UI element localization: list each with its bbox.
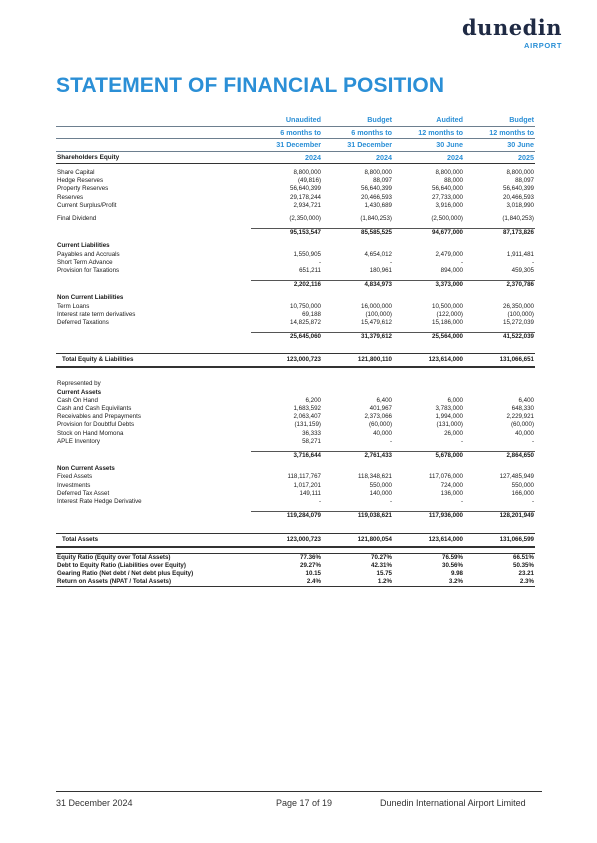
value-cell [322, 380, 393, 388]
value-cell [393, 294, 464, 302]
header-column-cell: 31 December [322, 139, 393, 152]
row-label: Total Assets [56, 533, 251, 547]
value-cell: 56,640,399 [290, 185, 321, 193]
value-cell: 128,201,949 [464, 512, 535, 521]
header-column-cell: 31 December [251, 139, 322, 152]
header-column-cell: 30 June [393, 139, 464, 152]
header-column-cell: 2024 [393, 151, 464, 164]
value-cell: 123,000,723 [251, 533, 322, 547]
value-cell: - [531, 258, 534, 266]
line-item-row [56, 397, 535, 405]
value-cell: 77.36% [251, 553, 322, 562]
ratio-row [56, 578, 535, 587]
value-cell: (131,000) [436, 421, 463, 429]
value-cell: 14,825,872 [290, 319, 321, 327]
value-cell: 1,430,689 [364, 201, 392, 209]
value-cell [251, 389, 322, 397]
value-cell [464, 389, 535, 397]
line-item-row [56, 380, 535, 388]
line-item-row [56, 185, 535, 193]
header-row [56, 139, 535, 152]
row-label: APLE Inventory [57, 437, 100, 445]
value-cell: (100,000) [365, 310, 392, 318]
value-cell: - [389, 498, 392, 506]
value-cell: 1.2% [322, 578, 393, 587]
line-item-row [56, 267, 535, 275]
value-cell: 85,585,525 [322, 229, 393, 238]
row-label: Equity Ratio (Equity over Total Assets) [56, 553, 251, 562]
header-label-cell: Shareholders Equity [56, 151, 251, 164]
value-cell: 648,330 [511, 405, 534, 413]
line-item-row [56, 251, 535, 259]
value-cell: 2,063,407 [293, 413, 321, 421]
value-cell: 1,994,000 [435, 413, 463, 421]
line-item-row [56, 215, 535, 223]
value-cell: 10,750,000 [290, 302, 321, 310]
subtotal-row [56, 281, 535, 290]
value-cell: 127,485,949 [499, 473, 534, 481]
value-cell: 121,800,054 [322, 533, 393, 547]
value-cell: 56,640,399 [361, 185, 392, 193]
ratio-row [56, 562, 535, 570]
line-item-row [56, 421, 535, 429]
value-cell: 26,000 [444, 429, 463, 437]
value-cell: 3,373,000 [393, 281, 464, 290]
row-label: Gearing Ratio (Net debt / Net debt plus Equity) [57, 569, 194, 577]
value-cell: 9.98 [450, 569, 463, 577]
header-row [56, 151, 535, 164]
header-row [56, 126, 535, 139]
ratio-row [56, 553, 535, 562]
value-cell: 4,654,012 [364, 250, 392, 258]
value-cell [251, 465, 322, 473]
line-item-row [56, 490, 535, 498]
value-cell: 8,800,000 [293, 169, 321, 176]
value-cell: 16,000,000 [361, 302, 392, 310]
value-cell: 15,186,000 [432, 319, 463, 327]
header-column-cell: 12 months to [464, 126, 535, 139]
value-cell: 131,066,651 [464, 354, 535, 368]
page-title: STATEMENT OF FINANCIAL POSITION [56, 74, 445, 97]
value-cell: 27,733,000 [432, 193, 463, 201]
value-cell: 3,916,000 [435, 201, 463, 209]
row-label: Cash On Hand [57, 396, 98, 404]
spacer-cell [56, 367, 535, 380]
subtotal-row [56, 452, 535, 461]
value-cell: 20,466,593 [503, 193, 534, 201]
value-cell: 118,117,767 [287, 473, 321, 481]
header-column-cell: 6 months to [251, 126, 322, 139]
value-cell: 894,000 [440, 267, 463, 275]
line-item-row [56, 311, 535, 319]
value-cell: 166,000 [511, 489, 534, 497]
logo-subtitle: AIRPORT [524, 41, 562, 50]
value-cell: 2,370,786 [464, 281, 535, 290]
row-label: Total Equity & Liabilities [56, 354, 251, 368]
row-label: Debt to Equity Ratio (Liabilities over Equity) [57, 561, 186, 569]
row-label [56, 512, 251, 521]
value-cell: 6,400 [518, 396, 534, 404]
row-label: Current Surplus/Profit [57, 201, 117, 209]
table-header [56, 114, 535, 164]
value-cell: 2,229,921 [506, 413, 534, 421]
value-cell: 117,076,000 [429, 473, 463, 481]
financial-position-table [56, 114, 535, 587]
line-item-row [56, 438, 535, 446]
value-cell: 8,800,000 [435, 169, 463, 176]
value-cell: 2,373,066 [364, 413, 392, 421]
value-cell [322, 242, 393, 250]
ratio-row [56, 570, 535, 578]
row-label: Deferred Tax Asset [57, 489, 110, 497]
value-cell: 3.2% [393, 578, 464, 587]
line-item-row [56, 430, 535, 438]
row-label: Return on Assets (NPAT / Total Assets) [56, 578, 251, 587]
value-cell [251, 380, 322, 388]
header-column-cell: 12 months to [393, 126, 464, 139]
value-cell: - [460, 498, 463, 506]
section-heading-row [56, 242, 535, 250]
value-cell: 40,000 [515, 429, 534, 437]
header-label-cell [56, 126, 251, 139]
spacer-cell [56, 521, 535, 534]
total-row [56, 533, 535, 547]
total-row [56, 354, 535, 368]
value-cell: 95,153,547 [251, 229, 322, 238]
value-cell: 58,271 [302, 437, 321, 445]
line-item-row [56, 473, 535, 481]
section-heading-row [56, 389, 535, 397]
value-cell: 123,614,000 [393, 354, 464, 368]
spacer-cell [56, 341, 535, 354]
value-cell: 2,934,721 [293, 201, 321, 209]
value-cell: 459,305 [511, 267, 534, 275]
value-cell: 550,000 [369, 481, 392, 489]
row-label: Property Reserves [57, 185, 109, 193]
value-cell: 29.27% [300, 561, 321, 569]
line-item-row [56, 482, 535, 490]
spacer-row [56, 367, 535, 380]
value-cell: 76.59% [393, 553, 464, 562]
value-cell: - [531, 498, 534, 506]
value-cell: - [318, 258, 321, 266]
value-cell: 15,479,612 [361, 319, 392, 327]
company-logo [462, 16, 562, 50]
value-cell: 5,678,000 [393, 452, 464, 461]
row-label: Cash and Cash Equivilants [57, 405, 132, 413]
value-cell: (49,816) [297, 177, 321, 185]
value-cell: - [460, 258, 463, 266]
line-item-row [56, 413, 535, 421]
row-label [56, 281, 251, 290]
value-cell: (122,000) [436, 310, 463, 318]
value-cell: 2.4% [251, 578, 322, 587]
value-cell: 123,614,000 [393, 533, 464, 547]
value-cell [251, 242, 322, 250]
value-cell: (1,840,253) [502, 215, 534, 223]
row-label [56, 229, 251, 238]
row-label: Receivables and Prepayments [57, 413, 141, 421]
value-cell: 15.75 [376, 569, 392, 577]
row-label: Provision for Doubtful Debts [57, 421, 135, 429]
value-cell: 87,173,826 [464, 229, 535, 238]
value-cell: 26,350,000 [503, 302, 534, 310]
line-item-row [56, 194, 535, 202]
value-cell: 118,348,621 [358, 473, 392, 481]
value-cell: 2,761,433 [322, 452, 393, 461]
row-label: Non Current Liabilities [57, 294, 124, 302]
header-label-cell [56, 114, 251, 126]
value-cell: 140,000 [369, 489, 392, 497]
value-cell: 136,000 [440, 489, 463, 497]
value-cell: 15,272,039 [503, 319, 534, 327]
value-cell: 23.21 [518, 569, 534, 577]
spacer-row [56, 341, 535, 354]
value-cell: 30.56% [442, 561, 463, 569]
value-cell: 29,178,244 [290, 193, 321, 201]
value-cell: 25,645,060 [251, 333, 322, 342]
row-label: Short Term Advance [57, 258, 113, 266]
header-column-cell: Budget [464, 114, 535, 126]
value-cell: (131,159) [294, 421, 321, 429]
footer-divider [56, 791, 542, 792]
value-cell [322, 389, 393, 397]
value-cell: 10.15 [305, 569, 321, 577]
value-cell: 651,211 [299, 267, 321, 275]
value-cell: 724,000 [440, 481, 463, 489]
value-cell: (2,350,000) [289, 215, 321, 223]
row-label: Stock on Hand Momona [57, 429, 124, 437]
row-label: Provision for Taxations [57, 267, 120, 275]
value-cell [464, 465, 535, 473]
value-cell: 2,202,116 [251, 281, 322, 290]
row-label: Interest rate term derivatives [57, 310, 136, 318]
value-cell: 123,000,723 [251, 354, 322, 368]
line-item-row [56, 303, 535, 311]
footer-date: 31 December 2024 [56, 798, 133, 808]
value-cell: 40,000 [373, 429, 392, 437]
value-cell: 70.27% [322, 553, 393, 562]
value-cell [251, 294, 322, 302]
line-item-row [56, 319, 535, 327]
value-cell: 119,284,079 [251, 512, 322, 521]
footer-page-number: Page 17 of 19 [276, 798, 333, 808]
value-cell: 3,716,644 [251, 452, 322, 461]
value-cell: 10,500,000 [432, 302, 463, 310]
value-cell: - [460, 437, 463, 445]
value-cell [393, 380, 464, 388]
value-cell: - [318, 498, 321, 506]
value-cell: 20,466,593 [361, 193, 392, 201]
value-cell: (60,000) [510, 421, 534, 429]
value-cell [464, 294, 535, 302]
value-cell: 6,400 [376, 396, 392, 404]
line-item-row [56, 177, 535, 185]
value-cell: 88,000 [444, 177, 463, 185]
value-cell [464, 380, 535, 388]
row-label: Hedge Reserves [57, 177, 104, 185]
value-cell: - [389, 258, 392, 266]
value-cell: 117,936,000 [393, 512, 464, 521]
value-cell: 1,550,905 [293, 250, 321, 258]
value-cell: 121,800,110 [322, 354, 393, 368]
line-item-row [56, 259, 535, 267]
value-cell: (1,840,253) [360, 215, 392, 223]
subtotal-row [56, 333, 535, 342]
header-column-cell: 30 June [464, 139, 535, 152]
value-cell [393, 389, 464, 397]
row-label: Term Loans [57, 302, 90, 310]
value-cell: 1,683,592 [293, 405, 321, 413]
value-cell [393, 465, 464, 473]
value-cell: 6,000 [447, 396, 463, 404]
value-cell: 2,479,000 [435, 250, 463, 258]
row-label: Interest Rate Hedge Derivative [57, 498, 142, 506]
value-cell: 66.51% [464, 553, 535, 562]
line-item-row [56, 498, 535, 506]
financial-statement [56, 114, 535, 587]
value-cell: - [531, 437, 534, 445]
value-cell: 3,783,000 [435, 405, 463, 413]
value-cell: 42.31% [371, 561, 392, 569]
row-label: Non Current Assets [57, 465, 115, 473]
section-heading-row [56, 465, 535, 473]
value-cell [322, 294, 393, 302]
row-label: Current Liabilities [57, 242, 110, 250]
row-label: Reserves [57, 193, 84, 201]
value-cell: (100,000) [507, 310, 534, 318]
row-label: Represented by [57, 380, 101, 388]
value-cell: 4,834,973 [322, 281, 393, 290]
row-label: Final Dividend [57, 215, 97, 223]
value-cell: 8,800,000 [506, 169, 534, 176]
value-cell [464, 242, 535, 250]
value-cell: 50.35% [513, 561, 534, 569]
header-column-cell: 2024 [322, 151, 393, 164]
value-cell: 2,864,650 [464, 452, 535, 461]
header-column-cell: 6 months to [322, 126, 393, 139]
value-cell: 550,000 [511, 481, 534, 489]
value-cell: 8,800,000 [364, 169, 392, 176]
value-cell: 2.3% [464, 578, 535, 587]
header-label-cell [56, 139, 251, 152]
line-item-row [56, 202, 535, 210]
value-cell: 56,640,000 [432, 185, 463, 193]
value-cell: 1,017,201 [293, 481, 321, 489]
header-column-cell: Unaudited [251, 114, 322, 126]
row-label: Deferred Taxations [57, 319, 109, 327]
value-cell: 3,018,990 [506, 201, 534, 209]
section-heading-row [56, 294, 535, 302]
row-label: Payables and Accruals [57, 250, 120, 258]
subtotal-row [56, 229, 535, 238]
value-cell: 41,522,039 [464, 333, 535, 342]
value-cell: (2,500,000) [431, 215, 463, 223]
footer-organisation: Dunedin International Airport Limited [380, 798, 526, 808]
value-cell: 1,911,481 [506, 250, 534, 258]
header-column-cell: Audited [393, 114, 464, 126]
value-cell: 149,111 [299, 489, 321, 497]
line-item-row [56, 169, 535, 177]
table-body [56, 164, 535, 587]
value-cell: 94,677,000 [393, 229, 464, 238]
spacer-row [56, 521, 535, 534]
value-cell: 88,097 [515, 177, 534, 185]
row-label: Investments [57, 481, 91, 489]
value-cell [322, 465, 393, 473]
row-label: Share Capital [57, 169, 95, 176]
logo-wordmark: dunedin [462, 15, 563, 40]
value-cell: 25,564,000 [393, 333, 464, 342]
value-cell: - [389, 437, 392, 445]
value-cell: 56,640,399 [503, 185, 534, 193]
line-item-row [56, 405, 535, 413]
value-cell: 36,333 [302, 429, 321, 437]
value-cell: (60,000) [368, 421, 392, 429]
value-cell: 69,188 [302, 310, 321, 318]
value-cell [393, 242, 464, 250]
value-cell: 6,200 [305, 396, 321, 404]
row-label [56, 333, 251, 342]
value-cell: 401,967 [369, 405, 392, 413]
value-cell: 131,066,599 [464, 533, 535, 547]
row-label [56, 452, 251, 461]
subtotal-row [56, 512, 535, 521]
header-column-cell: 2025 [464, 151, 535, 164]
header-column-cell: 2024 [251, 151, 322, 164]
header-column-cell: Budget [322, 114, 393, 126]
header-row [56, 114, 535, 126]
value-cell: 88,097 [373, 177, 392, 185]
value-cell: 180,961 [369, 267, 392, 275]
row-label: Current Assets [57, 388, 102, 396]
value-cell: 31,379,612 [322, 333, 393, 342]
row-label: Fixed Assets [57, 473, 93, 481]
value-cell: 119,038,621 [322, 512, 393, 521]
